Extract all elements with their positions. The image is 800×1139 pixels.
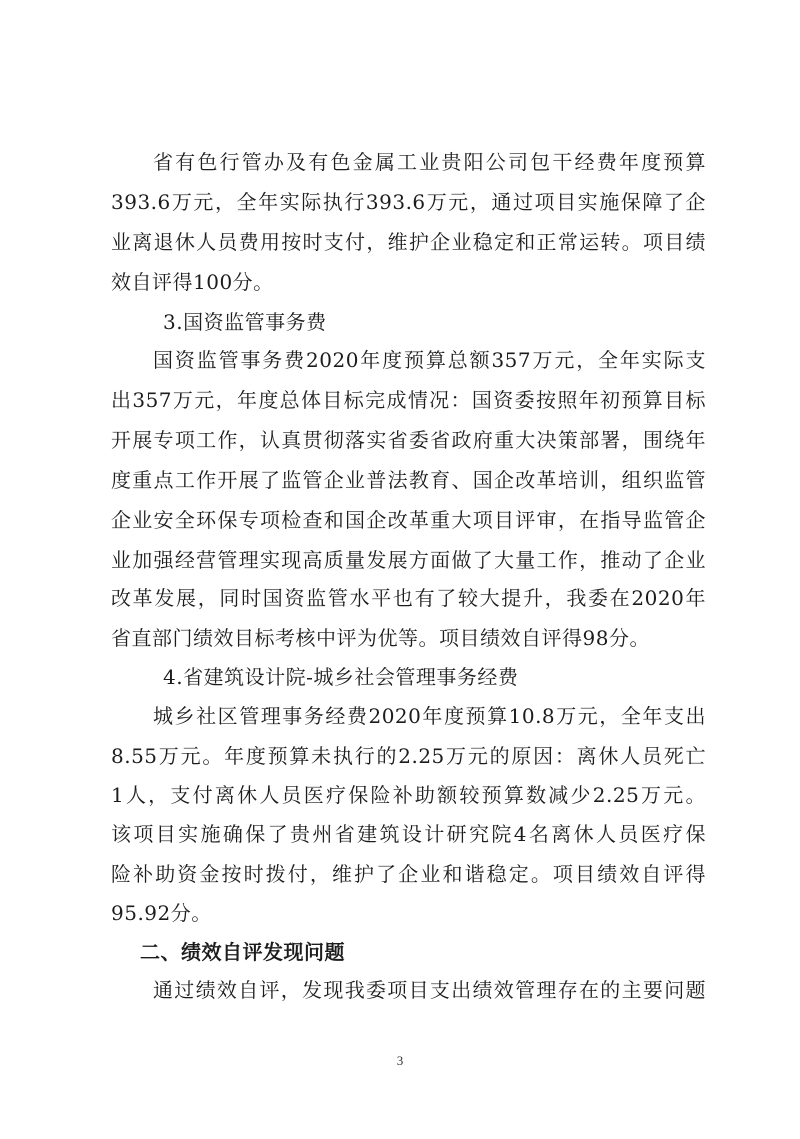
paragraph-line: 8.55万元。年度预算未执行的2.25万元的原因：离休人员死亡 [111,744,706,768]
paragraph-line: 省直部门绩效目标考核中评为优等。项目绩效自评得98分。 [111,626,650,650]
paragraph-line: 95.92分。 [111,901,212,925]
section-heading: 二、绩效自评发现问题 [140,940,345,964]
paragraph-line: 效自评得100分。 [111,270,274,294]
paragraph-line: 业加强经营管理实现高质量发展方面做了大量工作，推动了企业 [111,548,706,572]
paragraph-line: 出357万元，年度总体目标完成情况：国资委按照年初预算目标 [111,388,706,412]
paragraph-line: 通过绩效自评，发现我委项目支出绩效管理存在的主要问题 [153,978,706,1002]
paragraph-line: 该项目实施确保了贵州省建筑设计研究院4名离休人员医疗保 [111,822,706,846]
paragraph-line: 业离退休人员费用按时支付，维护企业稳定和正常运转。项目绩 [111,230,706,254]
paragraph-line: 开展专项工作，认真贯彻落实省委省政府重大决策部署，围绕年 [111,428,706,452]
section-subheading: 4.省建筑设计院-城乡社会管理事务经费 [163,665,519,689]
paragraph-line: 城乡社区管理事务经费2020年度预算10.8万元，全年支出 [153,704,706,728]
paragraph-line: 省有色行管办及有色金属工业贵阳公司包干经费年度预算 [153,150,706,174]
paragraph-line: 企业安全环保专项检查和国企改革重大项目评审，在指导监管企 [111,508,706,532]
paragraph-line: 险补助资金按时拨付，维护了企业和谐稳定。项目绩效自评得 [111,862,706,886]
paragraph-line: 1人，支付离休人员医疗保险补助额较预算数减少2.25万元。 [111,783,706,807]
page-number: 3 [396,1053,404,1068]
paragraph-line: 改革发展，同时国资监管水平也有了较大提升，我委在2020年 [111,586,706,610]
paragraph-line: 国资监管事务费2020年度预算总额357万元，全年实际支 [153,348,706,372]
paragraph-line: 度重点工作开展了监管企业普法教育、国企改革培训，组织监管 [111,468,706,492]
section-subheading: 3.国资监管事务费 [163,310,327,334]
paragraph-line: 393.6万元，全年实际执行393.6万元，通过项目实施保障了企 [111,190,706,214]
